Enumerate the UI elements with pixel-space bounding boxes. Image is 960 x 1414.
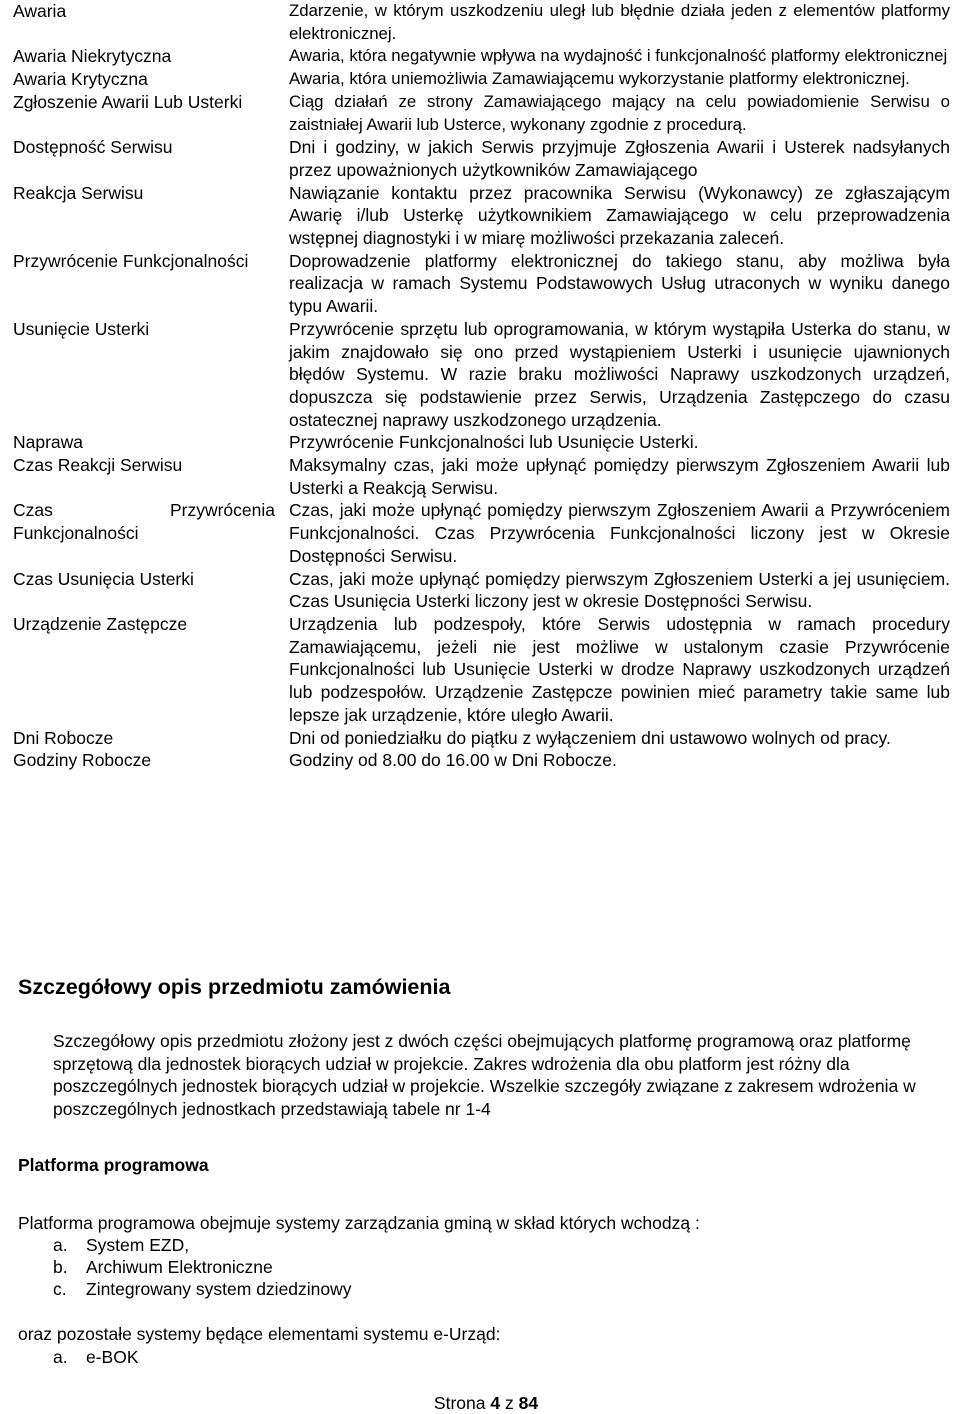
- footer-total-pages: 84: [518, 1393, 539, 1413]
- list-item: [53, 1234, 352, 1256]
- other-systems-paragraph: oraz pozostałe systemy będące elementami systemu e-Urząd:: [18, 1324, 501, 1344]
- definition-row: [6, 749, 956, 772]
- definition-przywrocenie-funkcjonalnosci: Doprowadzenie platformy elektronicznej do takiego stanu, aby możliwa była realizacja w ramach Systemu Podstawowych Usług utraconych w wyniku danego typu Awarii.: [289, 250, 950, 317]
- list-item: [53, 1256, 352, 1278]
- platform-systems-list: [53, 1234, 352, 1300]
- list-marker: a.: [53, 1235, 68, 1255]
- definition-czas-przywrocenia: Czas, jaki może upłynąć pomiędzy pierwszym Zgłoszeniem Awarii a Przywróceniem Funkcjonalności. Czas Przywrócenia Funkcjonalności liczony jest w Okresie Dostępności Serwisu.: [289, 500, 950, 566]
- definitions-table: [6, 0, 956, 772]
- term-usuniecie-usterki: Usunięcie Usterki: [13, 318, 150, 339]
- definition-awaria-niekrytyczna: Awaria, która negatywnie wpływa na wydajność i funkcjonalność platformy elektronicznej: [289, 46, 948, 66]
- definition-row: [6, 68, 956, 91]
- list-item-text: e-BOK: [86, 1347, 139, 1367]
- definition-row: [6, 454, 956, 499]
- definition-awaria-krytyczna: Awaria, która uniemożliwia Zamawiającemu wykorzystanie platformy elektronicznej.: [289, 69, 910, 89]
- definition-row: [6, 568, 956, 613]
- definition-urzadzenie-zastepcze: Urządzenia lub podzespoły, które Serwis udostępnia w ramach procedury Zamawiającemu, jeżeli nie jest możliwe w ustalonym czasie Przywrócenie Funkcjonalności lub Usunięcie Usterki w drodze Naprawy uszkodzonych urządzeń lub podzespołów. Urządzenie Zastępcze powinien mieć parametry takie same lub lepsze jak urządzenie, które uległo Awarii.: [289, 613, 950, 725]
- list-item-text: Zintegrowany system dziedzinowy: [86, 1279, 352, 1299]
- list-marker: a.: [53, 1347, 68, 1367]
- list-item: [53, 1278, 352, 1300]
- term-awaria-krytyczna: Awaria Krytyczna: [13, 69, 148, 90]
- term-zgloszenie: Zgłoszenie Awarii Lub Usterki: [13, 91, 243, 112]
- definition-reakcja-serwisu: Nawiązanie kontaktu przez pracownika Serwisu (Wykonawcy) ze zgłaszającym Awarię i/lub Usterkę użytkownikiem Zamawiającego w celu przeprowadzenia wstępnej diagnostyki i w miarę możliwości przekazania zaleceń.: [289, 182, 950, 249]
- list-marker: c.: [53, 1279, 67, 1299]
- list-item-text: System EZD,: [86, 1235, 190, 1255]
- term-czas-reakcji-serwisu: Czas Reakcji Serwisu: [13, 455, 183, 476]
- term-awaria-niekrytyczna: Awaria Niekrytyczna: [13, 46, 172, 67]
- definition-usuniecie-usterki: Przywrócenie sprzętu lub oprogramowania, w którym wystąpiła Usterka do stanu, w jakim znajdowało się ono przed wystąpieniem Usterki i usunięcie ujawnionych błędów Systemu. W razie braku możliwości Naprawy uszkodzonych urządzeń, dopuszcza się podstawienie przez Serwis, Urządzenia Zastępczego do czasu ostatecznej naprawy uszkodzonego urządzenia.: [289, 318, 950, 430]
- term-godziny-robocze: Godziny Robocze: [13, 750, 152, 771]
- definition-row: [6, 45, 956, 68]
- definition-row: [6, 431, 956, 454]
- term-dostepnosc-serwisu: Dostępność Serwisu: [13, 137, 173, 158]
- footer-page-number: 4: [490, 1393, 501, 1413]
- definition-czas-reakcji-serwisu: Maksymalny czas, jaki może upłynąć pomiędzy pierwszym Zgłoszeniem Awarii lub Usterki a Reakcją Serwisu.: [289, 455, 950, 498]
- term-czas-przywrocenia: Czas Przywrócenia Funkcjonalności: [13, 500, 275, 544]
- list-marker: b.: [53, 1257, 68, 1277]
- definition-row: [6, 613, 956, 727]
- definition-row: [6, 727, 956, 750]
- subsection-heading: Platforma programowa: [18, 1155, 209, 1175]
- definition-awaria: Zdarzenie, w którym uszkodzeniu uległ lub błędnie działa jeden z elementów platformy elektronicznej.: [289, 1, 950, 43]
- footer-middle: z: [504, 1393, 514, 1413]
- page-footer: [0, 1393, 960, 1414]
- term-przywrocenie-funkcjonalnosci: Przywrócenie Funkcjonalności: [13, 250, 249, 271]
- section-heading: Szczegółowy opis przedmiotu zamówienia: [18, 975, 451, 999]
- term-urzadzenie-zastepcze: Urządzenie Zastępcze: [13, 613, 188, 634]
- term-naprawa: Naprawa: [13, 432, 84, 453]
- definition-row: [6, 182, 956, 250]
- term-dni-robocze: Dni Robocze: [13, 727, 114, 748]
- term-reakcja-serwisu: Reakcja Serwisu: [13, 182, 144, 203]
- definition-row: [6, 499, 956, 567]
- definition-godziny-robocze: Godziny od 8.00 do 16.00 w Dni Robocze.: [289, 750, 617, 771]
- footer-prefix: Strona: [433, 1393, 486, 1413]
- definition-naprawa: Przywrócenie Funkcjonalności lub Usunięcie Usterki.: [289, 432, 699, 453]
- list-item: [53, 1346, 139, 1368]
- definition-row: [6, 136, 956, 181]
- definition-zgloszenie: Ciąg działań ze strony Zamawiającego mający na celu powiadomienie Serwisu o zaistniałej Awarii lub Usterce, wykonany zgodnie z procedurą.: [289, 91, 950, 134]
- list-item-text: Archiwum Elektroniczne: [86, 1257, 273, 1277]
- definition-row: [6, 0, 956, 45]
- term-czas-usuniecia-usterki: Czas Usunięcia Usterki: [13, 568, 194, 589]
- definition-row: [6, 91, 956, 136]
- term-awaria: Awaria: [13, 1, 67, 21]
- definition-row: [6, 250, 956, 318]
- section-intro: Szczegółowy opis przedmiotu złożony jest z dwóch części obejmujących platformę programową oraz platformę sprzętową dla jednostek biorących udział w projekcie. Zakres wdrożenia dla obu platform jest różny dla poszczególnych jednostek biorących udział w projekcie. Wszelkie szczegóły związane z zakresem wdrożenia w poszczególnych jednostkach przedstawiają tabele nr 1-4: [53, 1031, 916, 1120]
- definition-row: [6, 318, 956, 432]
- definition-czas-usuniecia-usterki: Czas, jaki może upłynąć pomiędzy pierwszym Zgłoszeniem Usterki a jej usunięciem. Czas Usunięcia Usterki liczony jest w okresie Dostępności Serwisu.: [289, 568, 950, 612]
- definition-dostepnosc-serwisu: Dni i godziny, w jakich Serwis przyjmuje Zgłoszenia Awarii i Usterek nadsyłanych przez upoważnionych użytkowników Zamawiającego: [289, 137, 950, 180]
- definition-dni-robocze: Dni od poniedziałku do piątku z wyłączeniem dni ustawowo wolnych od pracy.: [289, 727, 891, 748]
- other-systems-list: [53, 1346, 139, 1368]
- platform-paragraph: Platforma programowa obejmuje systemy zarządzania gminą w skład których wchodzą :: [18, 1213, 700, 1233]
